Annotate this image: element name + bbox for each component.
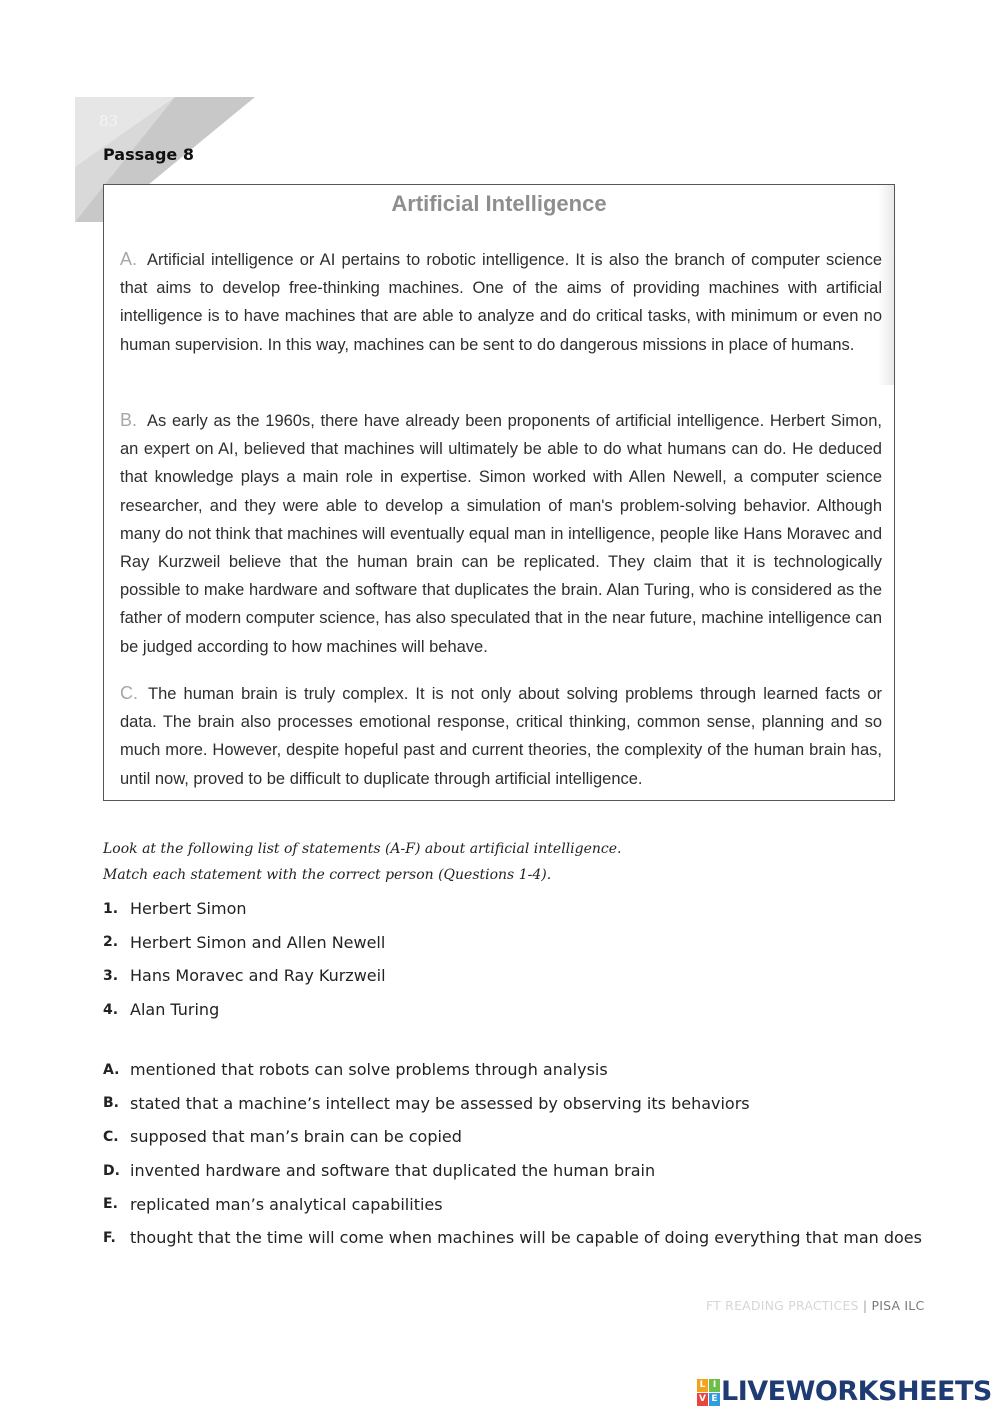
- question-number: 1.: [103, 900, 119, 917]
- paragraph-text: The human brain is truly complex. It is not only about solving problems through learned facts or data. The brain also processes emotional response, critical thinking, common sense, planning and so much more. However, despite hopeful past and current theories, the complexity of the human brain has, until now, proved to be difficult to duplicate through artificial intelligence.: [120, 685, 882, 788]
- statement-text: thought that the time will come when machines will be capable of doing everything that man does: [130, 1228, 922, 1248]
- question-item: [103, 926, 386, 960]
- question-item: [103, 892, 386, 926]
- statement-text: stated that a machine’s intellect may be assessed by observing its behaviors: [130, 1093, 750, 1113]
- passage-label: Passage 8: [103, 145, 194, 164]
- logo-icon-cell: V: [697, 1393, 708, 1406]
- question-item: [103, 993, 386, 1027]
- question-text: Alan Turing: [130, 1000, 220, 1020]
- logo-icon: [697, 1379, 719, 1405]
- statement-item: [103, 1087, 922, 1121]
- paragraph-text: Artificial intelligence or AI pertains to robotic intelligence. It is also the branch of computer science that aims to develop free-thinking machines. One of the aims of providing machines with artificial intelligence is to have machines that are able to analyze and do critical tasks, with minimum or even no human supervision. In this way, machines can be sent to do dangerous missions in place of humans.: [120, 251, 882, 354]
- question-item: [103, 959, 386, 993]
- statement-letter: D.: [103, 1162, 120, 1179]
- statement-letter: C.: [103, 1128, 119, 1145]
- paragraph-c: [120, 679, 882, 793]
- statement-text: replicated man’s analytical capabilities: [130, 1194, 443, 1214]
- statement-letter: B.: [103, 1095, 119, 1112]
- question-text: Hans Moravec and Ray Kurzweil: [130, 966, 386, 986]
- question-text: Herbert Simon and Allen Newell: [130, 932, 386, 952]
- statement-item: [103, 1154, 922, 1188]
- logo-text: LIVEWORKSHEETS: [721, 1376, 992, 1407]
- logo-icon-cell: E: [709, 1393, 720, 1406]
- statement-item: [103, 1221, 922, 1255]
- question-number: 2.: [103, 934, 119, 951]
- question-number: 4.: [103, 1001, 119, 1018]
- question-list: [103, 892, 386, 1026]
- paragraph-b: [120, 406, 882, 661]
- statement-letter: F.: [103, 1229, 116, 1246]
- paragraph-a: [120, 245, 882, 359]
- footer-series: FT READING PRACTICES: [706, 1298, 859, 1313]
- statement-text: mentioned that robots can solve problems through analysis: [130, 1060, 608, 1080]
- logo-icon-cell: L: [697, 1379, 708, 1392]
- statement-item: [103, 1120, 922, 1154]
- footer: [706, 1298, 924, 1313]
- statement-item: [103, 1187, 922, 1221]
- paragraph-letter: B.: [120, 410, 138, 430]
- logo-icon-cell: I: [709, 1379, 720, 1392]
- instruction-line-2: Match each statement with the correct person (Questions 1-4).: [103, 867, 552, 883]
- statement-letter: A.: [103, 1061, 120, 1078]
- passage-box: [103, 184, 895, 801]
- statement-item: [103, 1053, 922, 1087]
- statement-letter: E.: [103, 1196, 118, 1213]
- statement-text: supposed that man’s brain can be copied: [130, 1127, 462, 1147]
- liveworksheets-logo[interactable]: [697, 1376, 992, 1407]
- question-text: Herbert Simon: [130, 899, 247, 919]
- statement-list: [103, 1053, 922, 1255]
- instructions: [103, 836, 621, 888]
- paragraph-letter: C.: [120, 683, 138, 703]
- statement-text: invented hardware and software that duplicated the human brain: [130, 1161, 656, 1181]
- passage-title: Artificial Intelligence: [391, 191, 607, 216]
- page-number: 83: [99, 112, 119, 130]
- footer-separator: |: [862, 1298, 868, 1313]
- instruction-line-1: Look at the following list of statements (A-F) about artificial intelligence.: [103, 841, 622, 857]
- footer-org: PISA ILC: [871, 1298, 925, 1313]
- question-number: 3.: [103, 967, 119, 984]
- paragraph-text: As early as the 1960s, there have already been proponents of artificial intelligence. Herbert Simon, an expert on AI, believed that machines will ultimately be able to do what humans can do. He deduced that knowledge plays a main role in expertise. Simon worked with Allen Newell, a computer science researcher, and they were able to develop a simulation of man's problem-solving behavior. Although many do not think that machines will eventually equal man in intelligence, people like Hans Moravec and Ray Kurzweil believe that the human brain can be replicated. They claim that it is technologically possible to make hardware and software that duplicates the brain. Alan Turing, who is considered as the father of modern computer science, has also speculated that in the near future, machine intelligence can be judged according to how machines will behave.: [120, 412, 882, 656]
- paragraph-letter: A.: [120, 249, 138, 269]
